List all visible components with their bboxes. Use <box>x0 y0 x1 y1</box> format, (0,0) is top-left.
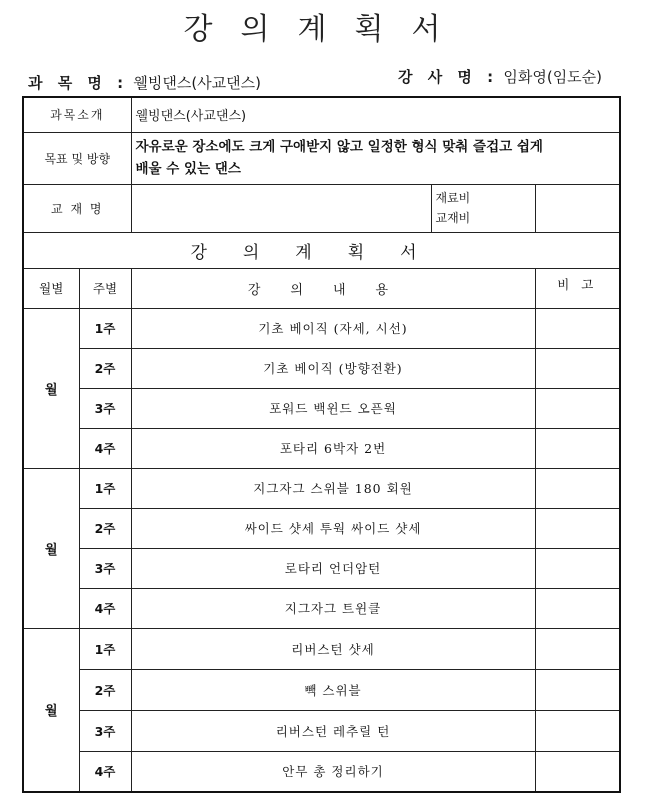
intro-value: 웰빙댄스(사교댄스) <box>131 97 620 132</box>
table-row <box>23 710 620 751</box>
table-row <box>23 548 620 588</box>
week-cell: 4주 <box>79 428 131 468</box>
table-row <box>23 428 620 468</box>
teacher-label: 강 사 명 : <box>398 68 499 86</box>
week-cell: 3주 <box>79 388 131 428</box>
fee-labels <box>431 184 535 232</box>
table-row <box>23 751 620 792</box>
note-cell <box>535 388 620 428</box>
content-cell: 기초 베이직 (방향전환) <box>131 348 535 388</box>
month-cell: 월 <box>23 468 79 628</box>
document-title: 강의계획서 <box>183 12 469 47</box>
note-cell <box>535 508 620 548</box>
note-cell <box>535 628 620 669</box>
material-fee-label: 재료비 <box>435 191 471 205</box>
table-row <box>23 388 620 428</box>
table-row <box>23 628 620 669</box>
col-month: 월별 <box>23 268 79 308</box>
lecture-plan-table <box>22 96 621 793</box>
goal-line-1: 자유로운 장소에도 크게 구애받지 않고 일정한 형식 맞춰 즐겁고 쉽게 <box>135 139 543 155</box>
intro-row <box>23 97 620 132</box>
intro-label: 과목소개 <box>23 97 131 132</box>
goal-value <box>131 132 620 184</box>
table-row <box>23 588 620 628</box>
content-cell: 지그자그 스위블 180 회원 <box>131 468 535 508</box>
col-week: 주별 <box>79 268 131 308</box>
textbook-label: 교 재 명 <box>23 184 131 232</box>
note-cell <box>535 308 620 348</box>
content-cell: 빽 스위블 <box>131 669 535 710</box>
content-cell: 지그자그 트윈클 <box>131 588 535 628</box>
col-content: 강의내용 <box>131 268 535 308</box>
week-cell: 2주 <box>79 348 131 388</box>
goal-label: 목표 및 방향 <box>23 132 131 184</box>
content-cell: 로타리 언더암턴 <box>131 548 535 588</box>
subject-value: 웰빙댄스(사교댄스) <box>133 74 261 92</box>
table-row <box>23 308 620 348</box>
goal-row <box>23 132 620 184</box>
content-cell: 기초 베이직 (자세, 시선) <box>131 308 535 348</box>
plan-section-title: 강의계획서 <box>23 232 620 268</box>
col-note: 비 고 <box>535 268 620 308</box>
table-row <box>23 468 620 508</box>
week-cell: 4주 <box>79 588 131 628</box>
content-cell: 포타리 6박자 2번 <box>131 428 535 468</box>
month-cell: 월 <box>23 628 79 792</box>
month-cell: 월 <box>23 308 79 468</box>
subject-label: 과 목 명 : <box>28 74 129 92</box>
content-cell: 싸이드 샷세 투웍 싸이드 샷세 <box>131 508 535 548</box>
week-cell: 4주 <box>79 751 131 792</box>
table-row <box>23 669 620 710</box>
section-title-row <box>23 232 620 268</box>
column-header-row <box>23 268 620 308</box>
note-cell <box>535 588 620 628</box>
note-cell <box>535 348 620 388</box>
note-cell <box>535 751 620 792</box>
textbook-fee-label: 교재비 <box>435 211 471 225</box>
teacher-line <box>398 66 602 87</box>
content-cell: 포워드 백윈드 오픈웍 <box>131 388 535 428</box>
note-cell <box>535 468 620 508</box>
content-cell: 안무 총 정리하기 <box>131 751 535 792</box>
content-cell: 리버스턴 레추릴 턴 <box>131 710 535 751</box>
note-cell <box>535 548 620 588</box>
content-cell: 리버스턴 샷세 <box>131 628 535 669</box>
week-cell: 2주 <box>79 508 131 548</box>
note-cell <box>535 669 620 710</box>
note-cell <box>535 428 620 468</box>
goal-line-2: 배울 수 있는 댄스 <box>135 161 241 177</box>
textbook-value <box>131 184 431 232</box>
table-row <box>23 508 620 548</box>
note-cell <box>535 710 620 751</box>
subject-line <box>28 72 261 93</box>
fee-value <box>535 184 620 232</box>
week-cell: 2주 <box>79 669 131 710</box>
textbook-row <box>23 184 620 232</box>
week-cell: 1주 <box>79 308 131 348</box>
week-cell: 1주 <box>79 628 131 669</box>
teacher-value: 임화영(임도순) <box>503 68 603 86</box>
week-cell: 3주 <box>79 710 131 751</box>
week-cell: 3주 <box>79 548 131 588</box>
table-row <box>23 348 620 388</box>
week-cell: 1주 <box>79 468 131 508</box>
